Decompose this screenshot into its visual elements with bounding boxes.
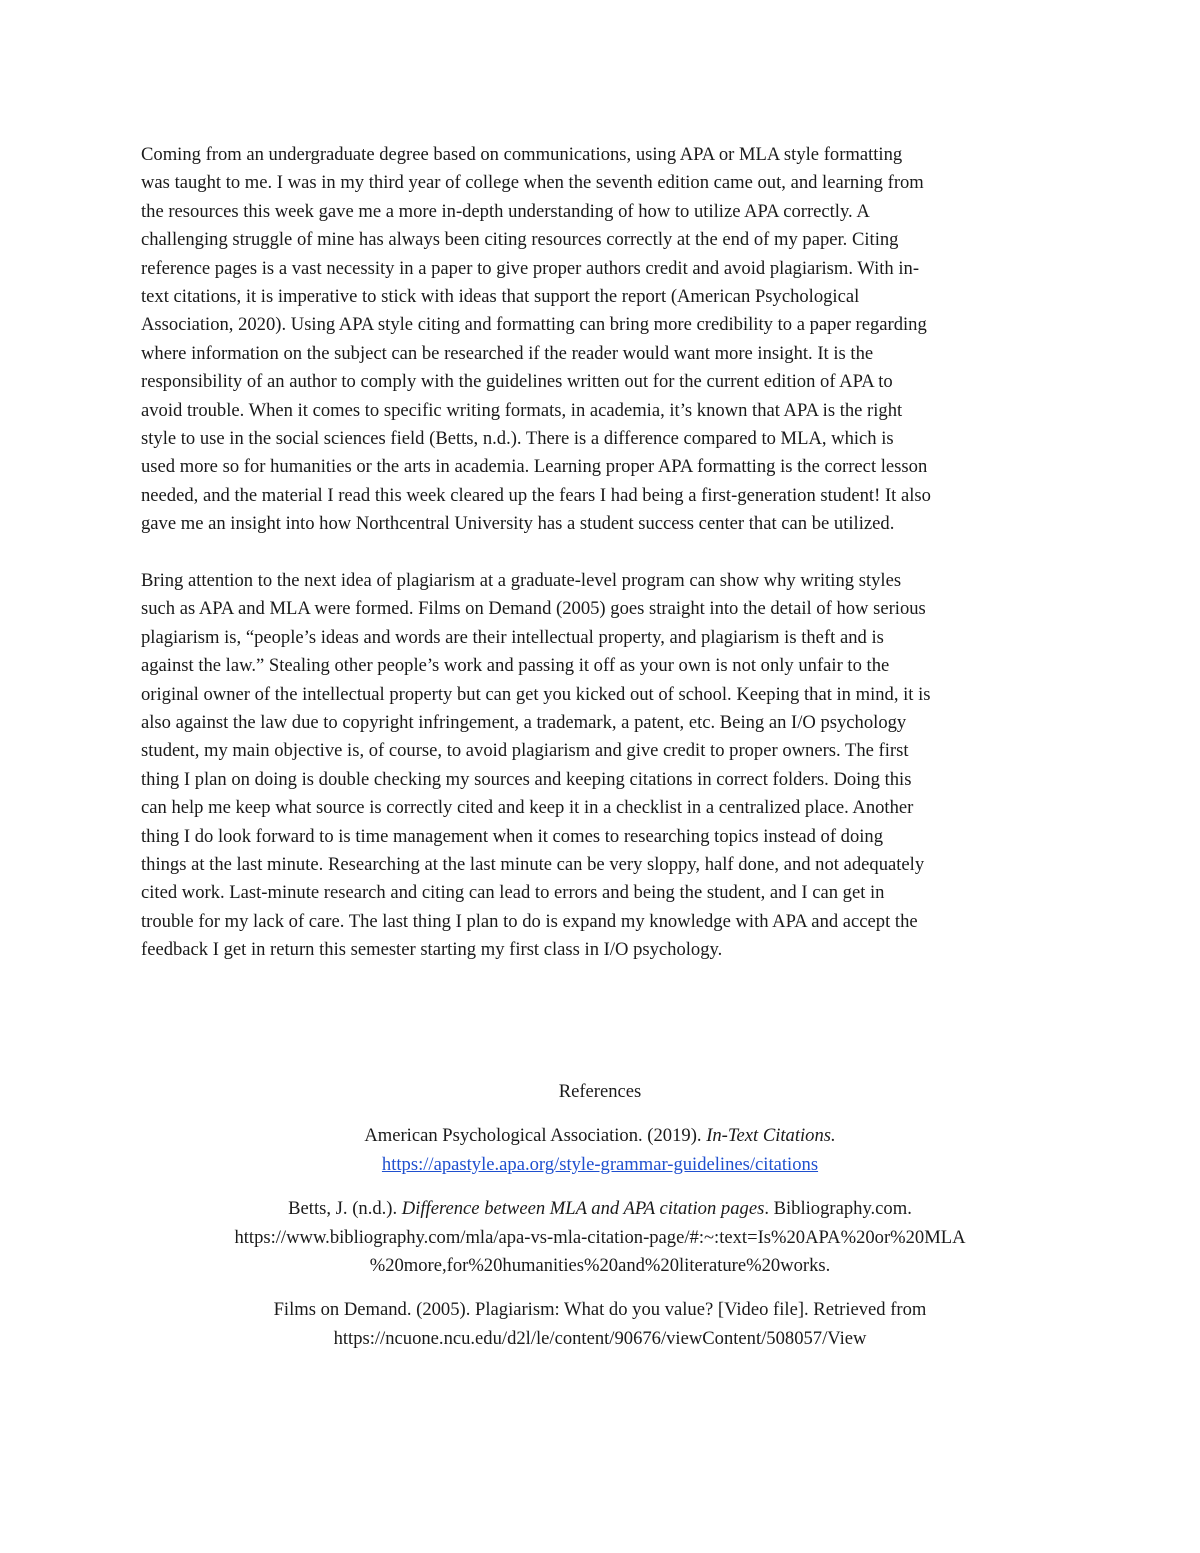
text-line: Association, 2020). Using APA style citing and formatting can bring more credibility to a paper regarding (141, 314, 927, 336)
reference-url-line: %20more,for%20humanities%20and%20literature%20works. (369, 1255, 831, 1277)
text-line: responsibility of an author to comply with the guidelines written out for the current edition of APA to (141, 371, 893, 393)
text-line: things at the last minute. Researching at the last minute can be very sloppy, half done, and not adequately (141, 854, 925, 876)
text-line: Bring attention to the next idea of plagiarism at a graduate-level program can show why writing styles (141, 570, 902, 591)
text-line: used more so for humanities or the arts in academia. Learning proper APA formatting is the correct lesson (141, 456, 928, 478)
text-line: reference pages is a vast necessity in a paper to give proper authors credit and avoid plagiarism. With in- (141, 257, 920, 279)
text-line: such as APA and MLA were formed. Films on Demand (2005) goes straight into the detail of how serious (141, 598, 926, 620)
reference-line (141, 1151, 1059, 1179)
reference-line (141, 1122, 1059, 1150)
reference-line: Films on Demand. (2005). Plagiarism: What do you value? [Video file]. Retrieved from (273, 1299, 927, 1321)
reference-entry-betts (141, 1195, 1059, 1280)
text-line: can help me keep what source is correctly cited and keep it in a checklist in a centralized place. Another (141, 797, 914, 819)
body-paragraph-1 (141, 141, 1059, 539)
reference-link[interactable]: https://apastyle.apa.org/style-grammar-guidelines/citations (381, 1153, 819, 1175)
reference-title: Difference between MLA and APA citation pages (401, 1198, 765, 1220)
reference-suffix: . Bibliography.com. (764, 1198, 912, 1220)
references-section (141, 1078, 1059, 1369)
references-heading: References (558, 1081, 642, 1102)
text-line: also against the law due to copyright infringement, a trademark, a patent, etc. Being an I/O psychology (141, 712, 907, 734)
text-line: thing I do look forward to is time management when it comes to researching topics instead of doing (141, 825, 884, 847)
reference-url-line: https://ncuone.ncu.edu/d2l/le/content/90676/viewContent/508057/View (333, 1327, 867, 1349)
reference-line (141, 1195, 1059, 1223)
text-line: trouble for my lack of care. The last thing I plan to do is expand my knowledge with APA and accept the (141, 910, 918, 932)
text-line: avoid trouble. When it comes to specific writing formats, in academia, it’s known that APA is the right (141, 399, 903, 421)
text-line: needed, and the material I read this week cleared up the fears I had being a first-generation student! It also (141, 484, 931, 506)
text-line: student, my main objective is, of course, to avoid plagiarism and give credit to proper owners. The first (141, 740, 909, 762)
text-line: was taught to me. I was in my third year of college when the seventh edition came out, and learning from (141, 172, 924, 194)
text-line: where information on the subject can be researched if the reader would want more insight. It is the (141, 342, 874, 364)
text-line: text citations, it is imperative to stick with ideas that support the report (American Psychological (141, 286, 860, 308)
text-line: plagiarism is, “people’s ideas and words are their intellectual property, and plagiarism is theft and is (141, 626, 884, 648)
text-line: challenging struggle of mine has always been citing resources correctly at the end of my paper. Citing (141, 229, 899, 251)
body-paragraph-2 (141, 567, 1059, 965)
text-line: cited work. Last-minute research and citing can lead to errors and being the student, and I can get in (141, 882, 885, 904)
text-line: feedback I get in return this semester starting my first class in I/O psychology. (141, 939, 723, 961)
reference-entry-apa (141, 1122, 1059, 1179)
text-line: against the law.” Stealing other people’s work and passing it off as your own is not only unfair to the (141, 655, 890, 677)
reference-url-line: https://www.bibliography.com/mla/apa-vs-mla-citation-page/#:~:text=Is%20APA%20or%20MLA (234, 1226, 966, 1248)
text-line: style to use in the social sciences field (Betts, n.d.). There is a difference compared to MLA, which is (141, 428, 894, 450)
text-line: thing I plan on doing is double checking my sources and keeping citations in correct folders. Doing this (141, 768, 912, 790)
text-line: gave me an insight into how Northcentral University has a student success center that can be utilized. (141, 513, 895, 535)
reference-text: American Psychological Association. (2019). (364, 1125, 707, 1147)
reference-text: Betts, J. (n.d.). (288, 1198, 402, 1220)
reference-entry-films (141, 1296, 1059, 1353)
reference-title: In-Text Citations. (706, 1125, 836, 1147)
text-line: the resources this week gave me a more in-depth understanding of how to utilize APA correctly. A (141, 200, 870, 222)
text-line: Coming from an undergraduate degree based on communications, using APA or MLA style formatting (141, 144, 903, 165)
text-line: original owner of the intellectual property but can get you kicked out of school. Keeping that in mind, it is (141, 683, 931, 705)
